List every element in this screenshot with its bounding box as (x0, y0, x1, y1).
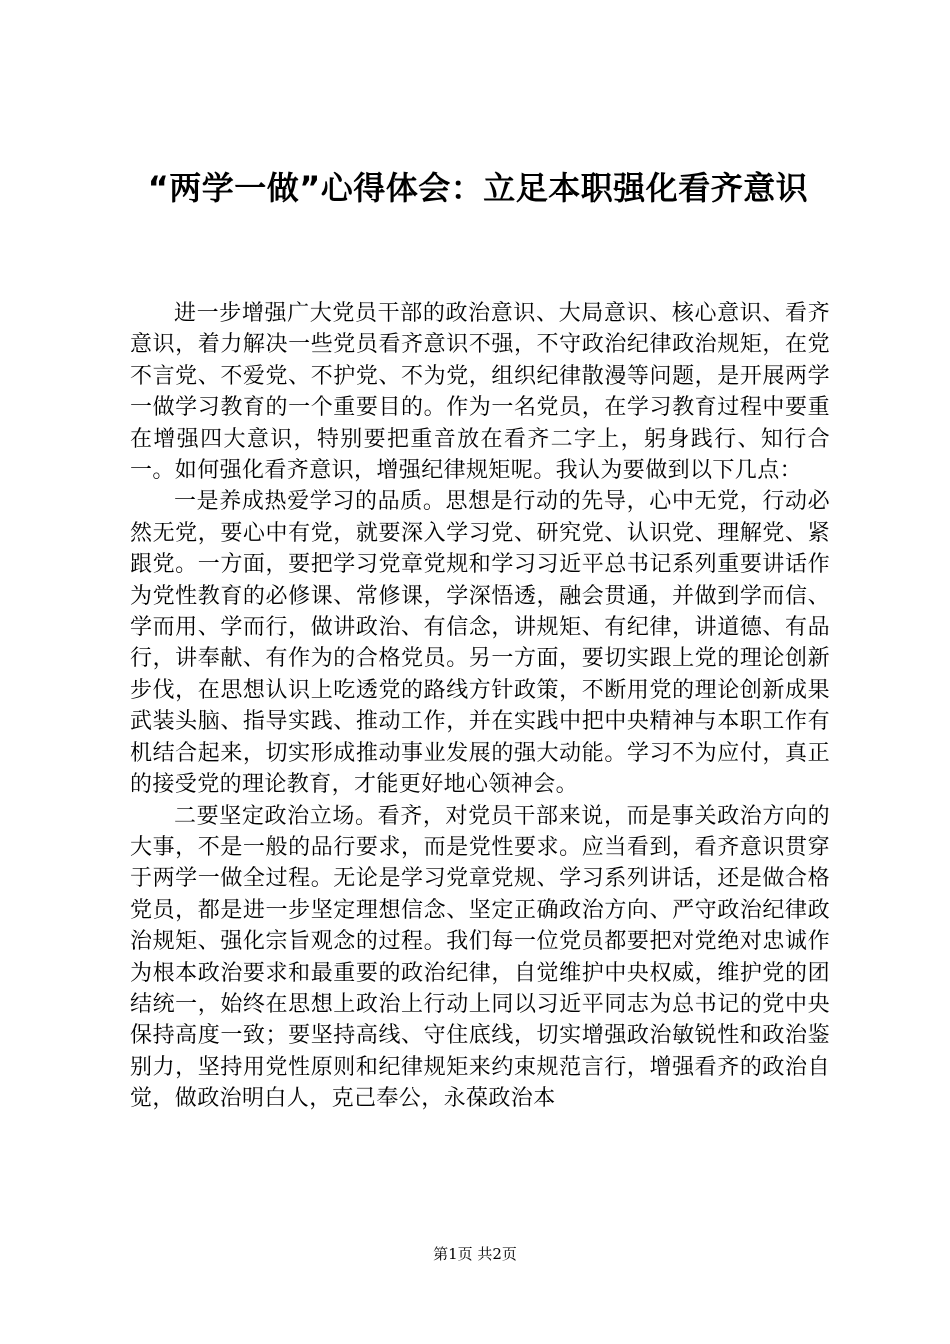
document-title: “两学一做”心得体会：立足本职强化看齐意识 (147, 169, 809, 207)
page-number-indicator: 第1页 共2页 (433, 1245, 517, 1263)
paragraph-intro: 进一步增强广大党员干部的政治意识、大局意识、核心意识、看齐意识，着力解决一些党员看齐意识不强，不守政治纪律政治规矩，在党不言党、不爱党、不护党、不为党，组织纪律散漫等问题，是开展两学一做学习教育的一个重要目的。作为一名党员，在学习教育过程中要重在增强四大意识，特别要把重音放在看齐二字上，躬身践行、知行合一。如何强化看齐意识，增强纪律规矩呢。我认为要做到以下几点： (130, 301, 830, 484)
paragraph-point-one: 一是养成热爱学习的品质。思想是行动的先导，心中无党，行动必然无党，要心中有党，就要深入学习党、研究党、认识党、理解党、紧跟党。一方面，要把学习党章党规和学习习近平总书记系列重要讲话作为党性教育的必修课、常修课，学深悟透，融会贯通，并做到学而信、学而用、学而行，做讲政治、有信念，讲规矩、有纪律，讲道德、有品行，讲奉献、有作为的合格党员。另一方面，要切实跟上党的理论创新步伐，在思想认识上吃透党的路线方针政策，不断用党的理论创新成果武装头脑、指导实践、推动工作，并在实践中把中央精神与本职工作有机结合起来，切实形成推动事业发展的强大动能。学习不为应付，真正的接受党的理论教育，才能更好地心领神会。 (130, 489, 830, 798)
paragraph-point-two: 二要坚定政治立场。看齐，对党员干部来说，而是事关政治方向的大事，不是一般的品行要求，而是党性要求。应当看到，看齐意识贯穿于两学一做全过程。无论是学习党章党规、学习系列讲话，还是做合格党员，都是进一步坚定理想信念、坚定正确政治方向、严守政治纪律政治规矩、强化宗旨观念的过程。我们每一位党员都要把对党绝对忠诚作为根本政治要求和最重要的政治纪律，自觉维护中央权威，维护党的团结统一，始终在思想上政治上行动上同以习近平同志为总书记的党中央保持高度一致；要坚持高线、守住底线，切实增强政治敏锐性和政治鉴别力，坚持用党性原则和纪律规矩来约束规范言行，增强看齐的政治自觉，做政治明白人，克己奉公，永葆政治本 (130, 803, 830, 1112)
page-footer (0, 1244, 950, 1264)
document-body (130, 298, 830, 1115)
